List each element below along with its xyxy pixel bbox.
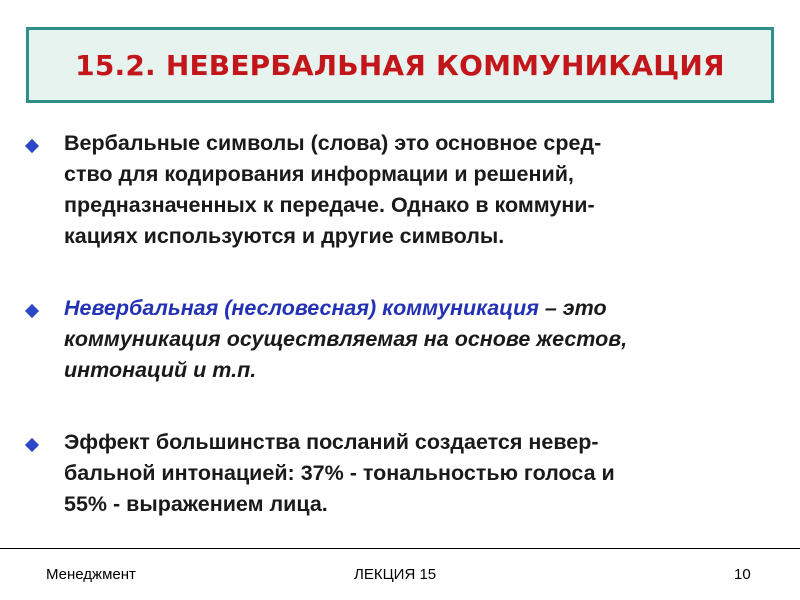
bullet-line: предназначенных к передаче. Однако в коммуни- (64, 193, 595, 217)
bullet-line: бальной интонацией: 37% - тональностью голоса и (64, 461, 615, 485)
footer-course: Менеджмент (46, 566, 136, 583)
footer-lecture: ЛЕКЦИЯ 15 (354, 566, 437, 583)
bullet-line: Эффект большинства посланий создается невер- (64, 430, 599, 454)
footer-divider (0, 548, 800, 549)
definition-dash: – это (538, 296, 607, 320)
slide-title: 15.2. НЕВЕРБАЛЬНАЯ КОММУНИКАЦИЯ (75, 48, 725, 82)
footer-page-number: 10 (734, 566, 751, 583)
bullet-line: Вербальные символы (слова) это основное сред- (64, 131, 602, 155)
bullet-line (64, 293, 776, 324)
bullet-line: ство для кодирования информации и решений, (64, 162, 574, 186)
diamond-bullet-icon (25, 139, 39, 153)
bullet-line: кациях используются и другие символы. (64, 224, 505, 248)
bullet-line: интонаций и т.п. (64, 358, 257, 382)
diamond-bullet-icon (25, 438, 39, 452)
diamond-bullet-icon (25, 304, 39, 318)
definition-term: Невербальная (несловесная) коммуникация (64, 296, 539, 320)
bullet-line: 55% - выражением лица. (64, 492, 328, 516)
title-box (26, 27, 774, 103)
bullet-line: коммуникация осуществляемая на основе жестов, (64, 327, 628, 351)
